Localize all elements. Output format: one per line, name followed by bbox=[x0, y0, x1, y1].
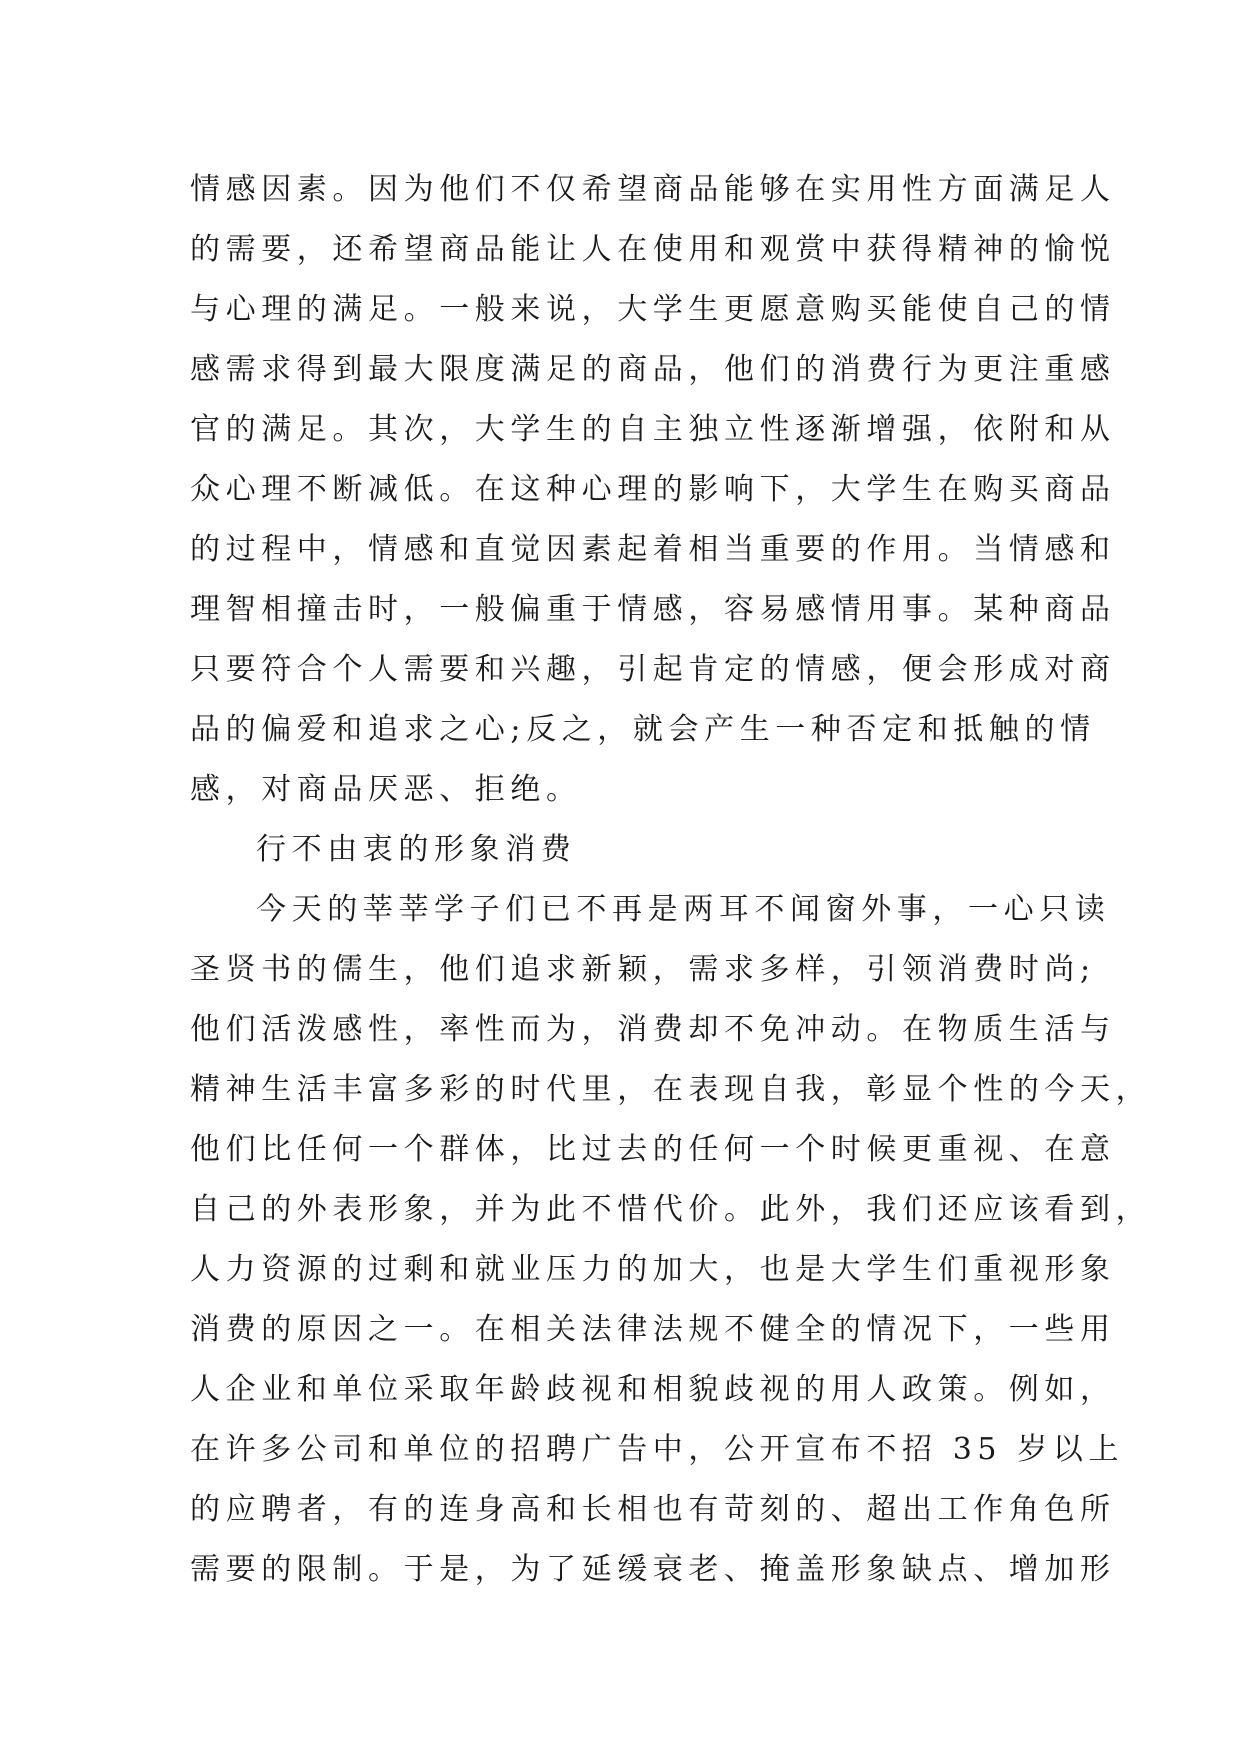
text-line: 的应聘者，有的连身高和长相也有苛刻的、超出工作角色所 bbox=[190, 1492, 1116, 1527]
text-line: 人力资源的过剩和就业压力的加大，也是大学生们重视形象 bbox=[190, 1252, 1116, 1287]
text-line: 情感因素。因为他们不仅希望商品能够在实用性方面满足人 bbox=[190, 172, 1116, 207]
text-line: 与心理的满足。一般来说，大学生更愿意购买能使自己的情 bbox=[190, 292, 1116, 327]
text-line: 自己的外表形象，并为此不惜代价。此外，我们还应该看到， bbox=[190, 1192, 1152, 1227]
text-line: 需要的限制。于是，为了延缓衰老、掩盖形象缺点、增加形 bbox=[190, 1552, 1116, 1587]
text-line: 众心理不断减低。在这种心理的影响下，大学生在购买商品 bbox=[190, 472, 1116, 507]
text-line: 他们比任何一个群体，比过去的任何一个时候更重视、在意 bbox=[190, 1132, 1116, 1167]
text-line: 消费的原因之一。在相关法律法规不健全的情况下，一些用 bbox=[190, 1312, 1116, 1347]
text-line: 感需求得到最大限度满足的商品，他们的消费行为更注重感 bbox=[190, 352, 1116, 387]
text-line: 只要符合个人需要和兴趣，引起肯定的情感，便会形成对商 bbox=[190, 652, 1116, 687]
text-line: 品的偏爱和追求之心;反之，就会产生一种否定和抵触的情 bbox=[190, 712, 1096, 747]
text-line: 的需要，还希望商品能让人在使用和观赏中获得精神的愉悦 bbox=[190, 232, 1116, 267]
text-line: 圣贤书的儒生，他们追求新颖，需求多样，引领消费时尚; bbox=[190, 952, 1096, 987]
body-text bbox=[190, 160, 1152, 1600]
text-line: 他们活泼感性，率性而为，消费却不免冲动。在物质生活与 bbox=[190, 1012, 1116, 1047]
paragraph-first-line: 今天的莘莘学子们已不再是两耳不闻窗外事，一心只读 bbox=[256, 892, 1111, 927]
text-line: 人企业和单位采取年龄歧视和相貌歧视的用人政策。例如， bbox=[190, 1372, 1116, 1407]
text-line: 精神生活丰富多彩的时代里，在表现自我，彰显个性的今天， bbox=[190, 1072, 1152, 1107]
text-line: 官的满足。其次，大学生的自主独立性逐渐增强，依附和从 bbox=[190, 412, 1116, 447]
text-line: 感，对商品厌恶、拒绝。 bbox=[190, 772, 582, 807]
text-line: 理智相撞击时，一般偏重于情感，容易感情用事。某种商品 bbox=[190, 592, 1116, 627]
text-line: 在许多公司和单位的招聘广告中，公开宣布不招 35 岁以上 bbox=[190, 1432, 1125, 1467]
section-heading: 行不由衷的形象消费 bbox=[256, 832, 577, 867]
text-line: 的过程中，情感和直觉因素起着相当重要的作用。当情感和 bbox=[190, 532, 1116, 567]
